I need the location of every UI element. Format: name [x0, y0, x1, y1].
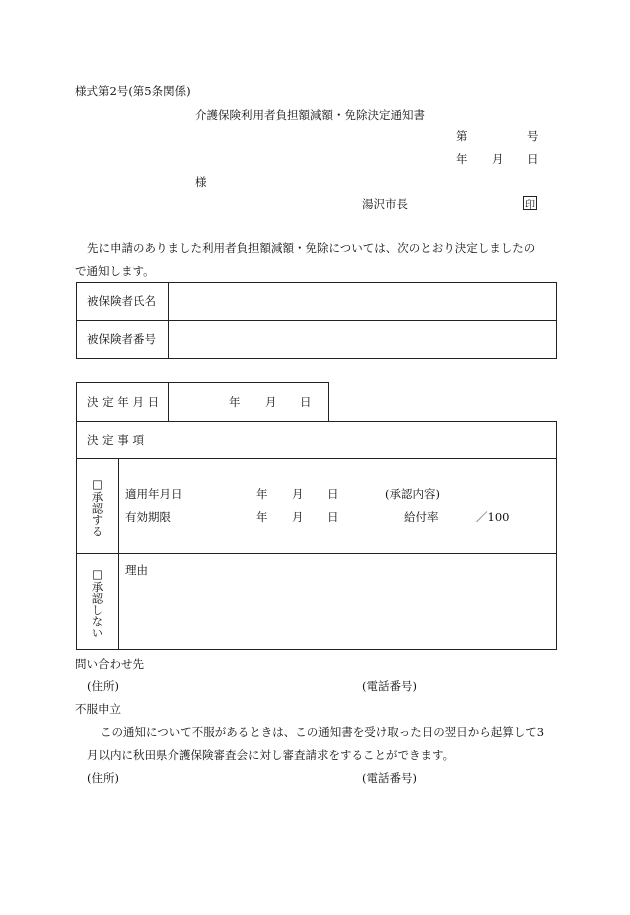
contact-address-label: (住所) — [87, 679, 119, 693]
valid-year-label: 年 — [256, 510, 268, 524]
matters-header-divider — [76, 458, 557, 459]
appeal-address-label: (住所) — [87, 771, 119, 785]
intro-line-2: で通知します。 — [75, 264, 155, 278]
appeal-phone-label: (電話番号) — [362, 771, 417, 785]
applied-date-label: 適用年月日 — [125, 487, 183, 501]
decision-matters-table — [76, 421, 557, 650]
document-title: 介護保険利用者負担額減額・免除決定通知書 — [195, 108, 425, 122]
decision-day-label: 日 — [300, 395, 312, 409]
insured-number-label: 被保険者番号 — [87, 332, 156, 346]
issuer-name: 湯沢市長 — [362, 197, 408, 211]
valid-period-label: 有効期限 — [125, 510, 171, 524]
form-number: 様式第2号(第5条関係) — [75, 84, 191, 98]
appeal-line-2: 月以内に秋田県介護保険審査会に対し審査請求をすることができます。 — [87, 748, 455, 762]
valid-day-label: 日 — [327, 510, 339, 524]
approval-content-label: (承認内容) — [385, 487, 440, 501]
benefit-rate-label: 給付率 — [404, 510, 439, 524]
issue-day-label: 日 — [527, 152, 539, 166]
doc-number-suffix: 号 — [527, 129, 539, 143]
decision-month-label: 月 — [265, 395, 277, 409]
applied-year-label: 年 — [256, 487, 268, 501]
doc-number-prefix: 第 — [456, 129, 468, 143]
deny-checkbox-label: □承認しない — [90, 567, 105, 639]
matters-column-divider — [118, 458, 119, 650]
insured-table-column-divider — [168, 282, 169, 359]
contact-title: 問い合わせ先 — [75, 657, 144, 671]
intro-line-1: 先に申請のありました利用者負担額減額・免除については、次のとおり決定しましたの — [87, 241, 536, 255]
issue-month-label: 月 — [492, 152, 504, 166]
issue-year-label: 年 — [456, 152, 468, 166]
contact-phone-label: (電話番号) — [362, 679, 417, 693]
appeal-title: 不服申立 — [75, 702, 121, 716]
decision-matters-label: 決 定 事 項 — [87, 433, 144, 447]
benefit-rate-value: ／100 — [476, 510, 510, 524]
seal-mark: 印 — [523, 196, 537, 210]
applied-month-label: 月 — [292, 487, 304, 501]
addressee-suffix: 様 — [195, 175, 207, 189]
decision-date-divider — [168, 382, 169, 422]
reason-label: 理由 — [125, 563, 148, 577]
approve-deny-divider — [76, 553, 557, 554]
approve-checkbox-label: □承認する — [90, 477, 105, 537]
insured-name-label: 被保険者氏名 — [87, 294, 156, 308]
applied-day-label: 日 — [327, 487, 339, 501]
decision-date-label: 決 定 年 月 日 — [87, 395, 160, 409]
valid-month-label: 月 — [292, 510, 304, 524]
decision-year-label: 年 — [229, 395, 241, 409]
insured-table-divider — [76, 320, 557, 321]
appeal-line-1: この通知について不服があるときは、この通知書を受け取った日の翌日から起算して3 — [100, 725, 545, 739]
